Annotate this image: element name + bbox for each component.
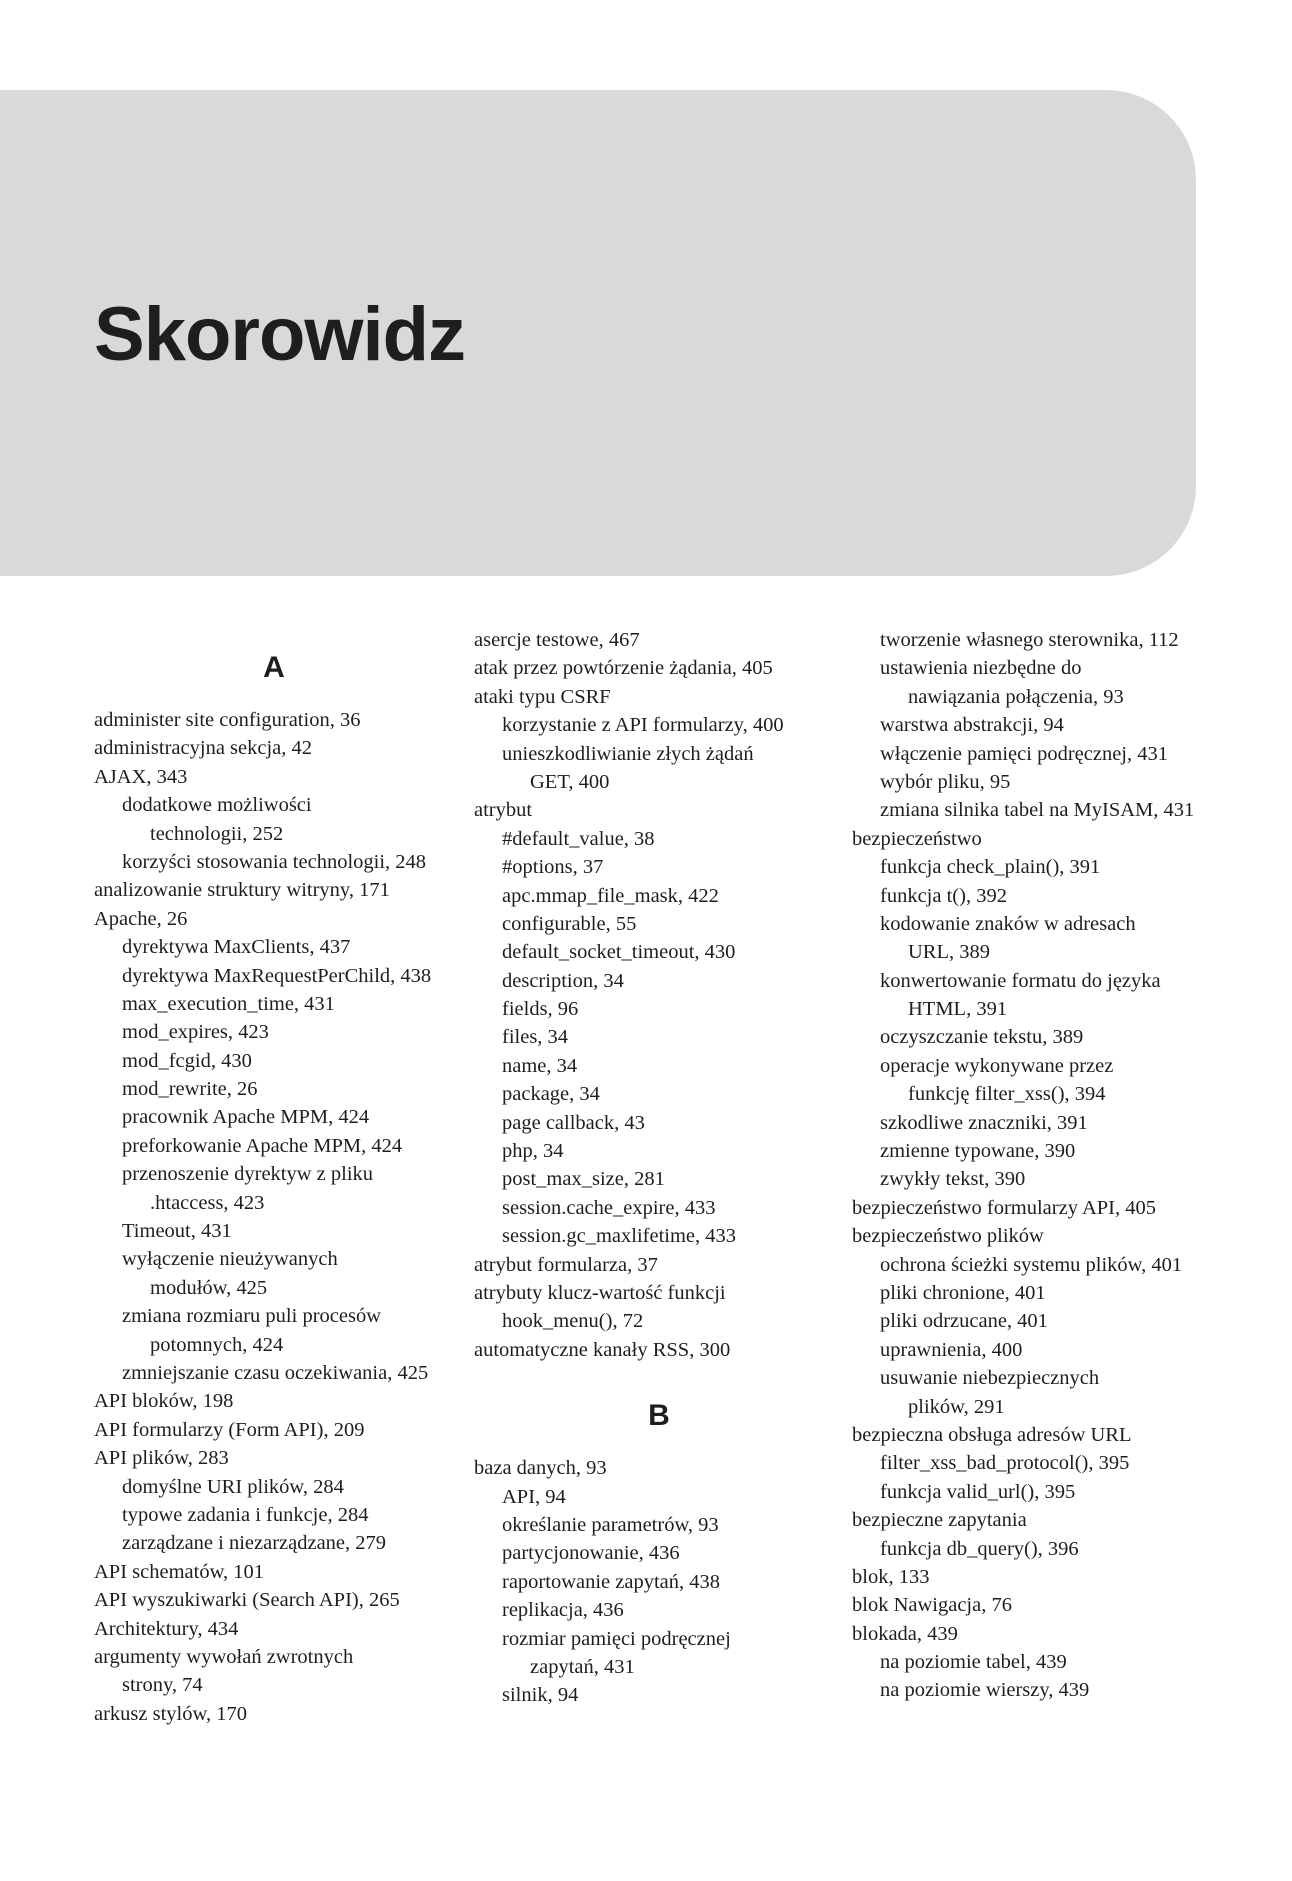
index-entry: Apache, 26 xyxy=(94,907,188,930)
index-entry: atrybut xyxy=(474,799,533,822)
index-entry: API wyszukiwarki (Search API), 265 xyxy=(94,1589,400,1612)
index-subentry: hook_menu(), 72 xyxy=(502,1310,644,1333)
index-subentry: max_execution_time, 431 xyxy=(122,992,335,1015)
index-subentry: funkcja t(), 392 xyxy=(880,884,1007,907)
section-letter: A xyxy=(263,651,285,684)
index-entry: argumenty wywołań zwrotnych xyxy=(94,1645,354,1668)
index-subentry: apc.mmap_file_mask, 422 xyxy=(502,884,719,907)
index-subentry: filter_xss_bad_protocol(), 395 xyxy=(880,1452,1130,1475)
index-subentry: rozmiar pamięci podręcznej xyxy=(502,1627,731,1650)
index-subentry: silnik, 94 xyxy=(502,1684,579,1707)
index-subentry: page callback, 43 xyxy=(502,1111,645,1134)
index-entry: blok Nawigacja, 76 xyxy=(852,1594,1012,1617)
index-subentry: korzystanie z API formularzy, 400 xyxy=(502,714,784,737)
index-subentry: przenoszenie dyrektyw z pliku xyxy=(122,1163,374,1186)
index-subentry: description, 34 xyxy=(502,969,624,992)
index-subentry: unieszkodliwianie złych żądań xyxy=(502,742,754,765)
index-subentry: korzyści stosowania technologii, 248 xyxy=(122,850,427,873)
index-subentry: włączenie pamięci podręcznej, 431 xyxy=(880,742,1168,765)
index-entry: API formularzy (Form API), 209 xyxy=(94,1418,365,1441)
index-entry: API plików, 283 xyxy=(94,1447,229,1470)
index-entry: AJAX, 343 xyxy=(94,765,188,788)
index-subentry: dyrektywa MaxRequestPerChild, 438 xyxy=(122,964,432,987)
index-subentry: usuwanie niebezpiecznych xyxy=(880,1367,1100,1390)
index-entry: bezpieczeństwo plików xyxy=(852,1225,1044,1248)
index-entry: atrybut formularza, 37 xyxy=(474,1253,658,1276)
index-subentry: #default_value, 38 xyxy=(502,827,655,850)
index-entry: baza danych, 93 xyxy=(474,1457,607,1480)
index-subentry: mod_rewrite, 26 xyxy=(122,1078,258,1101)
index-entry: API bloków, 198 xyxy=(94,1390,234,1413)
index-subentry: zmienne typowane, 390 xyxy=(880,1140,1076,1163)
index-subentry: strony, 74 xyxy=(122,1674,203,1697)
index-subentry: typowe zadania i funkcje, 284 xyxy=(122,1503,369,1526)
index-subentry: plików, 291 xyxy=(908,1395,1005,1418)
index-subentry: pliki chronione, 401 xyxy=(880,1281,1046,1304)
index-subentry: na poziomie tabel, 439 xyxy=(880,1651,1067,1674)
index-subentry: funkcja valid_url(), 395 xyxy=(880,1480,1076,1503)
index-subentry: mod_fcgid, 430 xyxy=(122,1049,252,1072)
index-subentry: mod_expires, 423 xyxy=(122,1021,269,1044)
index-entry: automatyczne kanały RSS, 300 xyxy=(474,1338,731,1361)
index-entry: atrybuty klucz-wartość funkcji xyxy=(474,1281,726,1304)
index-subentry: potomnych, 424 xyxy=(150,1333,284,1356)
section-letter: B xyxy=(648,1399,670,1433)
index-subentry: funkcja db_query(), 396 xyxy=(880,1537,1079,1560)
index-subentry: ustawienia niezbędne do xyxy=(880,657,1082,680)
index-subentry: replikacja, 436 xyxy=(502,1599,624,1622)
index-entry: API schematów, 101 xyxy=(94,1560,265,1583)
index-subentry: URL, 389 xyxy=(908,941,990,964)
index-subentry: kodowanie znaków w adresach xyxy=(880,912,1136,935)
index-column-2 xyxy=(474,626,844,1710)
index-entry: ataki typu CSRF xyxy=(474,685,611,708)
index-subentry: szkodliwe znaczniki, 391 xyxy=(880,1111,1088,1134)
index-subentry: preforkowanie Apache MPM, 424 xyxy=(122,1134,403,1157)
index-subentry: zarządzane i niezarządzane, 279 xyxy=(122,1532,387,1555)
index-subentry: zmiana rozmiaru puli procesów xyxy=(122,1305,382,1328)
index-subentry: php, 34 xyxy=(502,1140,564,1163)
index-subentry: zmiana silnika tabel na MyISAM, 431 xyxy=(880,799,1195,822)
index-entry: arkusz stylów, 170 xyxy=(94,1702,247,1725)
index-subentry: tworzenie własnego sterownika, 112 xyxy=(880,629,1179,651)
index-subentry: modułów, 425 xyxy=(150,1276,268,1299)
index-subentry: session.cache_expire, 433 xyxy=(502,1196,716,1219)
index-subentry: configurable, 55 xyxy=(502,912,637,935)
index-column-3 xyxy=(852,626,1212,1705)
index-subentry: #options, 37 xyxy=(502,856,604,879)
index-subentry: dodatkowe możliwości xyxy=(122,794,312,817)
index-subentry: oczyszczanie tekstu, 389 xyxy=(880,1026,1084,1049)
index-subentry: warstwa abstrakcji, 94 xyxy=(880,714,1064,737)
index-subentry: pliki odrzucane, 401 xyxy=(880,1310,1048,1333)
index-subentry: dyrektywa MaxClients, 437 xyxy=(122,936,351,959)
index-entry: blok, 133 xyxy=(852,1565,930,1588)
index-subentry: session.gc_maxlifetime, 433 xyxy=(502,1225,736,1248)
page-title: Skorowidz xyxy=(94,292,466,377)
index-subentry: HTML, 391 xyxy=(908,998,1008,1021)
index-subentry: Timeout, 431 xyxy=(122,1220,232,1243)
index-entry: bezpieczna obsługa adresów URL xyxy=(852,1423,1132,1446)
index-entry: bezpieczeństwo xyxy=(852,827,982,850)
index-entry: Architektury, 434 xyxy=(94,1617,239,1640)
index-subentry: zmniejszanie czasu oczekiwania, 425 xyxy=(122,1361,429,1384)
index-entry: administracyjna sekcja, 42 xyxy=(94,737,313,760)
index-subentry: GET, 400 xyxy=(530,770,610,793)
index-subentry: name, 34 xyxy=(502,1054,578,1077)
index-subentry: wyłączenie nieużywanych xyxy=(122,1248,338,1271)
index-subentry: technologii, 252 xyxy=(150,822,284,845)
index-column-1 xyxy=(94,640,454,1728)
index-entry: atak przez powtórzenie żądania, 405 xyxy=(474,657,773,680)
index-subentry: post_max_size, 281 xyxy=(502,1168,665,1191)
index-subentry: raportowanie zapytań, 438 xyxy=(502,1570,721,1593)
index-entry: analizowanie struktury witryny, 171 xyxy=(94,879,390,902)
index-subentry: uprawnienia, 400 xyxy=(880,1338,1023,1361)
index-subentry: ochrona ścieżki systemu plików, 401 xyxy=(880,1253,1183,1276)
index-subentry: partycjonowanie, 436 xyxy=(502,1542,680,1565)
index-subentry: files, 34 xyxy=(502,1026,569,1049)
index-subentry: funkcję filter_xss(), 394 xyxy=(908,1083,1106,1106)
index-subentry: nawiązania połączenia, 93 xyxy=(908,685,1124,708)
index-entry: asercje testowe, 467 xyxy=(474,629,640,651)
index-subentry: pracownik Apache MPM, 424 xyxy=(122,1106,370,1129)
index-subentry: package, 34 xyxy=(502,1083,600,1106)
index-subentry: zapytań, 431 xyxy=(530,1655,635,1678)
index-entry: bezpieczeństwo formularzy API, 405 xyxy=(852,1196,1156,1219)
index-entry: bezpieczne zapytania xyxy=(852,1509,1027,1532)
index-subentry: na poziomie wierszy, 439 xyxy=(880,1679,1090,1702)
index-subentry: wybór pliku, 95 xyxy=(880,770,1011,793)
index-subentry: określanie parametrów, 93 xyxy=(502,1513,719,1536)
index-subentry: funkcja check_plain(), 391 xyxy=(880,856,1101,879)
index-subentry: .htaccess, 423 xyxy=(150,1191,265,1214)
index-subentry: konwertowanie formatu do języka xyxy=(880,969,1161,992)
index-entry: administer site configuration, 36 xyxy=(94,709,361,731)
index-subentry: operacje wykonywane przez xyxy=(880,1054,1114,1077)
index-subentry: fields, 96 xyxy=(502,998,579,1021)
index-entry: blokada, 439 xyxy=(852,1622,958,1645)
index-subentry: API, 94 xyxy=(502,1485,566,1508)
index-subentry: default_socket_timeout, 430 xyxy=(502,941,736,964)
index-subentry: domyślne URI plików, 284 xyxy=(122,1475,344,1498)
index-subentry: zwykły tekst, 390 xyxy=(880,1168,1026,1191)
